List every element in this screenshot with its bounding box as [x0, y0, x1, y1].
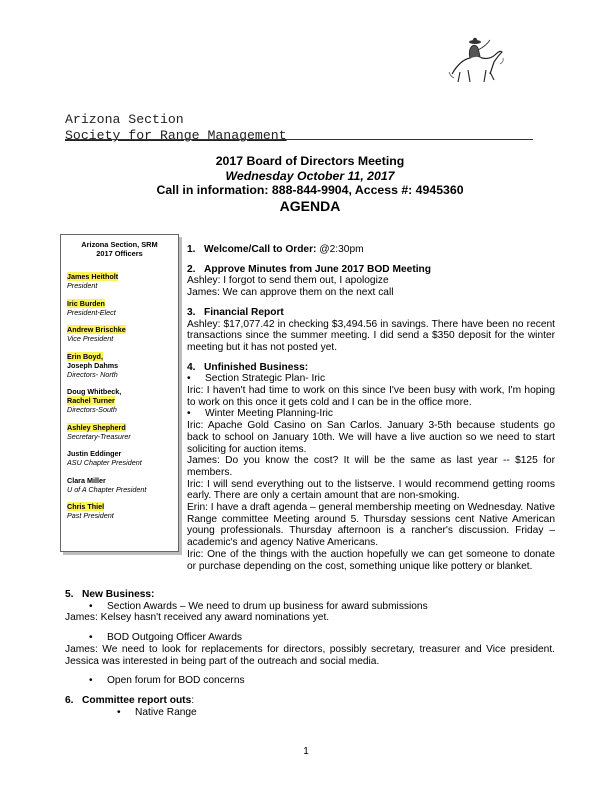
officers-heading [61, 240, 178, 258]
officer-name: Erin Boyd, [67, 351, 103, 361]
officer-role: Secretary-Treasurer [67, 431, 131, 441]
officer-entry [67, 502, 178, 520]
bullet-label: Section Strategic Plan- Iric [205, 373, 326, 385]
section-2-line: Ashley: I forgot to send them out, I apologize [187, 275, 389, 287]
officer-role: Directors-South [67, 405, 117, 414]
bullet-item [65, 632, 555, 644]
officer-role: President-Elect [67, 307, 116, 317]
officer-entry [67, 299, 178, 317]
section-1-time: @2:30pm [319, 244, 364, 255]
page-number: 1 [303, 746, 309, 757]
section-3-title: 3. Financial Report [187, 306, 284, 318]
officer-entry [67, 449, 178, 467]
bullet-item [187, 373, 555, 385]
officer-entry [67, 387, 178, 414]
section-4-text: Erin: I have a draft agenda – general membership meeting on Wednesday. Native Range committee Meeting around 5. Thursday sessions cent Native American young professionals. Thursday afternoon is a rancher's discussion. Friday – academic's and agency Native Americans. [187, 502, 555, 549]
officer-entry [67, 423, 178, 441]
section-4-text: Iric: I haven't had time to work on this since I've been busy with work, I'm hoping to work on this once it gets cold and I can be in the office more. [187, 385, 555, 408]
officer-name-2: Joseph Dahms [67, 360, 119, 370]
section-3-text: Ashley: $17,077.42 in checking $3,494.56 in savings. There have been no recent transactions since the summer meeting. I did send a $350 deposit for the winter meeting but it has not posted yet. [187, 318, 555, 353]
org-line-1: Arizona Section [65, 112, 184, 127]
horse-rider-logo [446, 34, 506, 84]
bullet-item [65, 675, 555, 687]
officer-role: Past President [67, 511, 114, 520]
section-6-colon: : [191, 694, 195, 706]
officer-role: Directors- North [67, 369, 118, 379]
officers-heading-line2: 2017 Officers [96, 249, 143, 258]
meeting-titles [60, 154, 560, 215]
officer-entry [67, 272, 178, 290]
section-4-text: Iric: One of the things with the auction hopefully we can get someone to donate or purchase depending on the cost, something unique like pottery or blanket. [187, 548, 555, 572]
header-rule [65, 139, 533, 140]
officer-name: Clara Miller [67, 475, 106, 485]
officer-role: ASU Chapter President [67, 458, 142, 467]
section-4-text: James: Do you know the cost? It will be the same as last year -- $125 for members. [187, 455, 555, 478]
officer-name: Chris Thiel [67, 502, 105, 511]
bullet-item [65, 601, 555, 613]
officer-name: Andrew Brischke [67, 325, 126, 334]
officer-entry [67, 476, 178, 494]
section-1 [187, 244, 555, 256]
bullet-label: BOD Outgoing Officer Awards [107, 632, 242, 644]
bullet-icon: • [117, 706, 121, 718]
officer-entry [67, 352, 178, 379]
bullet-icon: • [187, 408, 191, 420]
bullet-label: Winter Meeting Planning-Iric [205, 408, 333, 420]
bullet-icon: • [89, 600, 93, 612]
meeting-date: Wednesday October 11, 2017 [225, 168, 395, 183]
section-5-text: James: We need to look for replacements for directors, possibly secretary, treasurer and Vice president. Jessica was interested in being part of the outreach and social media. [65, 643, 555, 667]
agenda-heading: AGENDA [279, 197, 341, 214]
section-5-text: James: Kelsey hasn't received any award nominations yet. [65, 612, 330, 624]
bullet-label: Open forum for BOD concerns [107, 675, 245, 687]
officer-name-2: Rachel Turner [67, 396, 115, 405]
bullet-label: Native Range [135, 706, 197, 718]
agenda-lower [65, 589, 555, 718]
org-line-2: Society for Range Management [65, 128, 287, 143]
call-in-info: Call in information: 888-844-9904, Access #: 4945360 [156, 183, 464, 197]
section-6 [65, 695, 555, 707]
section-2-line: James: We can approve them on the next call [187, 287, 394, 299]
officer-entry [67, 325, 178, 343]
section-5-title: 5. New Business: [65, 589, 155, 600]
agenda-body [187, 244, 555, 572]
officer-role: President [67, 281, 98, 290]
meeting-title: 2017 Board of Directors Meeting [215, 154, 405, 168]
officer-role: U of A Chapter President [67, 484, 147, 494]
section-4-text: Iric: I will send everything out to the listserve. I would recommend getting rooms early. There are only a certain amount that are non-smoking. [187, 478, 555, 502]
bullet-item [65, 707, 555, 719]
section-6-title: 6. Committee report outs [65, 694, 192, 706]
section-1-title: 1. Welcome/Call to Order: [187, 244, 320, 255]
officer-name: Justin Eddinger [67, 449, 122, 458]
bullet-icon: • [89, 675, 93, 687]
bullet-icon: • [187, 373, 191, 385]
officers-box [60, 234, 179, 552]
officers-heading-line1: Arizona Section, SRM [81, 240, 158, 249]
bullet-icon: • [89, 632, 93, 644]
section-4-title: 4. Unfinished Business: [187, 361, 309, 373]
bullet-label: Section Awards – We need to drum up business for award submissions [107, 600, 428, 612]
section-4-text: Iric: Apache Gold Casino on San Carlos. January 3-5th because students go back to school on January 10th. We will have a live auction so we need to start soliciting for auction items. [187, 420, 555, 455]
officer-name: Iric Burden [67, 298, 105, 308]
officer-name: James Heitholt [67, 272, 119, 281]
bullet-item [187, 408, 555, 420]
section-2-title: 2. Approve Minutes from June 2017 BOD Meeting [187, 263, 431, 275]
officer-role: Vice President [67, 334, 114, 343]
officer-name: Ashley Shepherd [67, 422, 126, 432]
officer-name: Doug Whitbeck, [67, 387, 122, 396]
